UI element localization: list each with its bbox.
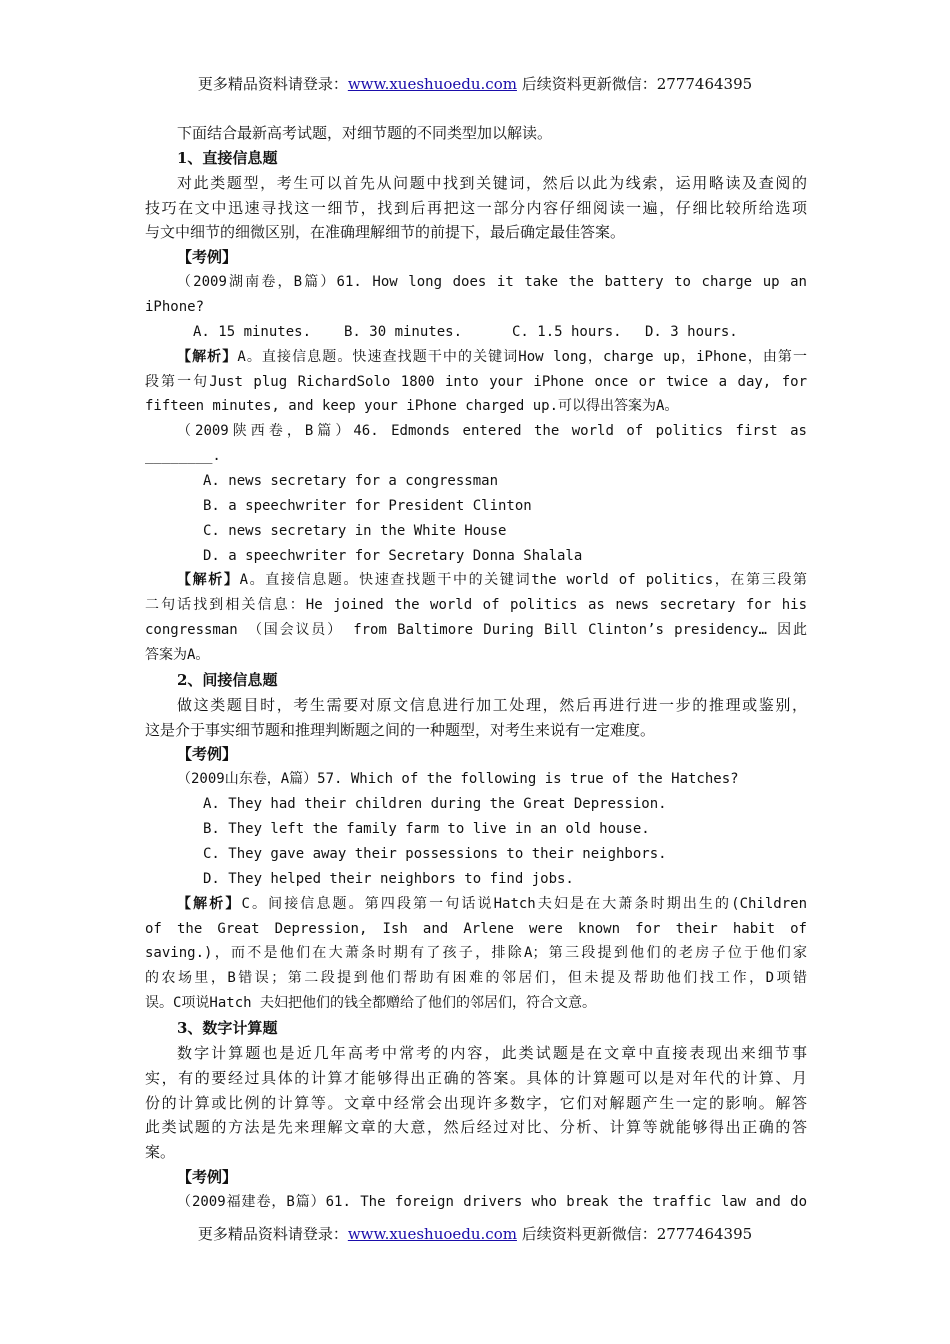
section-1-heading: 1、直接信息题: [177, 148, 278, 167]
footer-website-link[interactable]: www.xueshuoedu.com: [347, 1225, 517, 1243]
question-text: （2009陕西卷，B篇）46. Edmonds entered the world of politics first as: [177, 423, 807, 440]
option-c: C. 1.5 hours.: [512, 323, 622, 340]
question-text: （2009山东卷，A篇）57. Which of the following is true of the Hatches?: [177, 771, 739, 788]
option-c: C. news secretary in the White House: [203, 522, 507, 539]
section-3-desc-line: 份的计算或比例的计算等。文章中经常会出现许多数字，它们对解题产生一定的影响。解答: [145, 1093, 807, 1112]
example-label: 【考例】: [177, 1168, 238, 1187]
question-text: （2009湖南卷，B篇）61. How long does it take the battery to charge up an: [177, 274, 807, 291]
section-2-heading: 2、间接信息题: [177, 670, 278, 689]
option-c: C. They gave away their possessions to their neighbors.: [203, 845, 667, 862]
option-b: B. They left the family farm to live in an old house.: [203, 821, 650, 838]
analysis-line: 答案为A。: [145, 647, 210, 664]
question-text: （2009福建卷，B篇）61. The foreign drivers who break the traffic law and do: [177, 1193, 807, 1210]
question-text: iPhone?: [145, 299, 205, 316]
analysis-text: A。直接信息题。快速查找题干中的关键词the world of politics，在第三段第: [239, 572, 807, 589]
section-3-desc-line: 案。: [145, 1143, 176, 1162]
option-b: B. a speechwriter for President Clinton: [203, 497, 532, 514]
header-prefix: 更多精品资料请登录：: [197, 75, 348, 93]
option-d: D. 3 hours.: [645, 323, 738, 340]
analysis-line: of the Great Depression, Ish and Arlene were known for their habit of: [145, 920, 807, 937]
option-a: A. news secretary for a congressman: [203, 473, 499, 490]
section-3-heading: 3、数字计算题: [177, 1018, 278, 1037]
option-d: D. They helped their neighbors to find jobs.: [203, 870, 574, 887]
section-2-desc-line: 做这类题目时，考生需要对原文信息进行加工处理，然后再进行进一步的推理或鉴别，: [177, 695, 807, 714]
analysis-line: saving.)，而不是他们在大萧条时期有了孩子，排除A；第三段提到他们的老房子位于他们家: [145, 945, 807, 962]
analysis-line: 二句话找到相关信息：He joined the world of politics as news secretary for his: [145, 597, 807, 614]
analysis-line: [145, 345, 807, 370]
analysis-line: fifteen minutes, and keep your iPhone charged up.可以得出答案为A。: [145, 398, 679, 415]
analysis-label: 【解析】: [177, 572, 240, 589]
section-1-desc-line: 技巧在文中迅速寻找这一细节，找到后再把这一部分内容仔细阅读一遍，仔细比较所给选项: [145, 198, 807, 217]
intro-paragraph: 下面结合最新高考试题，对细节题的不同类型加以解读。: [177, 124, 553, 142]
option-d: D. a speechwriter for Secretary Donna Shalala: [203, 547, 583, 564]
analysis-line: congressman （国会议员） from Baltimore During Bill Clinton’s presidency… 因此: [145, 622, 807, 639]
analysis-line: 误。C项说Hatch 夫妇把他们的钱全都赠给了他们的邻居们，符合文意。: [145, 995, 596, 1012]
example-label: 【考例】: [177, 745, 238, 764]
header-suffix: 后续资料更新微信：2777464395: [516, 75, 753, 93]
page-header: [0, 74, 950, 94]
analysis-label: 【解析】: [177, 348, 238, 365]
section-1-desc-line: 对此类题型，考生可以首先从问题中找到关键词，然后以此为线索，运用略读及查阅的: [177, 173, 807, 192]
analysis-line: [145, 892, 807, 917]
analysis-line: 段第一句Just plug RichardSolo 1800 into your iPhone once or twice a day, for: [145, 373, 807, 390]
section-2-desc-line: 这是介于事实细节题和推理判断题之间的一种题型，对考生来说有一定难度。: [145, 720, 656, 739]
analysis-label: 【解析】: [177, 895, 242, 912]
page-footer: [0, 1224, 950, 1244]
section-3-desc-line: 此类试题的方法是先来理解文章的大意，然后经过对比、分析、计算等就能够得出正确的答: [145, 1118, 807, 1137]
analysis-text: C。间接信息题。第四段第一句话说Hatch夫妇是在大萧条时期出生的(Children: [241, 895, 807, 912]
options-row: [145, 320, 807, 345]
section-3-desc-line: 数字计算题也是近几年高考中常考的内容，此类试题是在文章中直接表现出来细节事: [177, 1043, 807, 1062]
analysis-line: 的农场里，B错误；第二段提到他们帮助有困难的邻居们，但未提及帮助他们找工作，D项错: [145, 970, 807, 987]
question-text: ________.: [145, 448, 221, 465]
footer-suffix: 后续资料更新微信：2777464395: [516, 1225, 753, 1243]
section-3-desc-line: 实，有的要经过具体的计算才能够得出正确的答案。具体的计算题可以是对年代的计算、月: [145, 1068, 807, 1087]
section-1-desc-line: 与文中细节的细微区别，在准确理解细节的前提下，最后确定最佳答案。: [145, 223, 626, 242]
document-body: [145, 121, 807, 1215]
footer-prefix: 更多精品资料请登录：: [197, 1225, 348, 1243]
option-b: B. 30 minutes.: [344, 323, 463, 340]
analysis-line: [145, 568, 807, 593]
option-a: A. They had their children during the Great Depression.: [203, 796, 667, 813]
example-label: 【考例】: [177, 248, 238, 267]
analysis-text: A。直接信息题。快速查找题干中的关键词How long，charge up，iPhone，由第一: [237, 348, 807, 365]
header-website-link[interactable]: www.xueshuoedu.com: [347, 75, 517, 93]
option-a: A. 15 minutes.: [193, 323, 312, 340]
